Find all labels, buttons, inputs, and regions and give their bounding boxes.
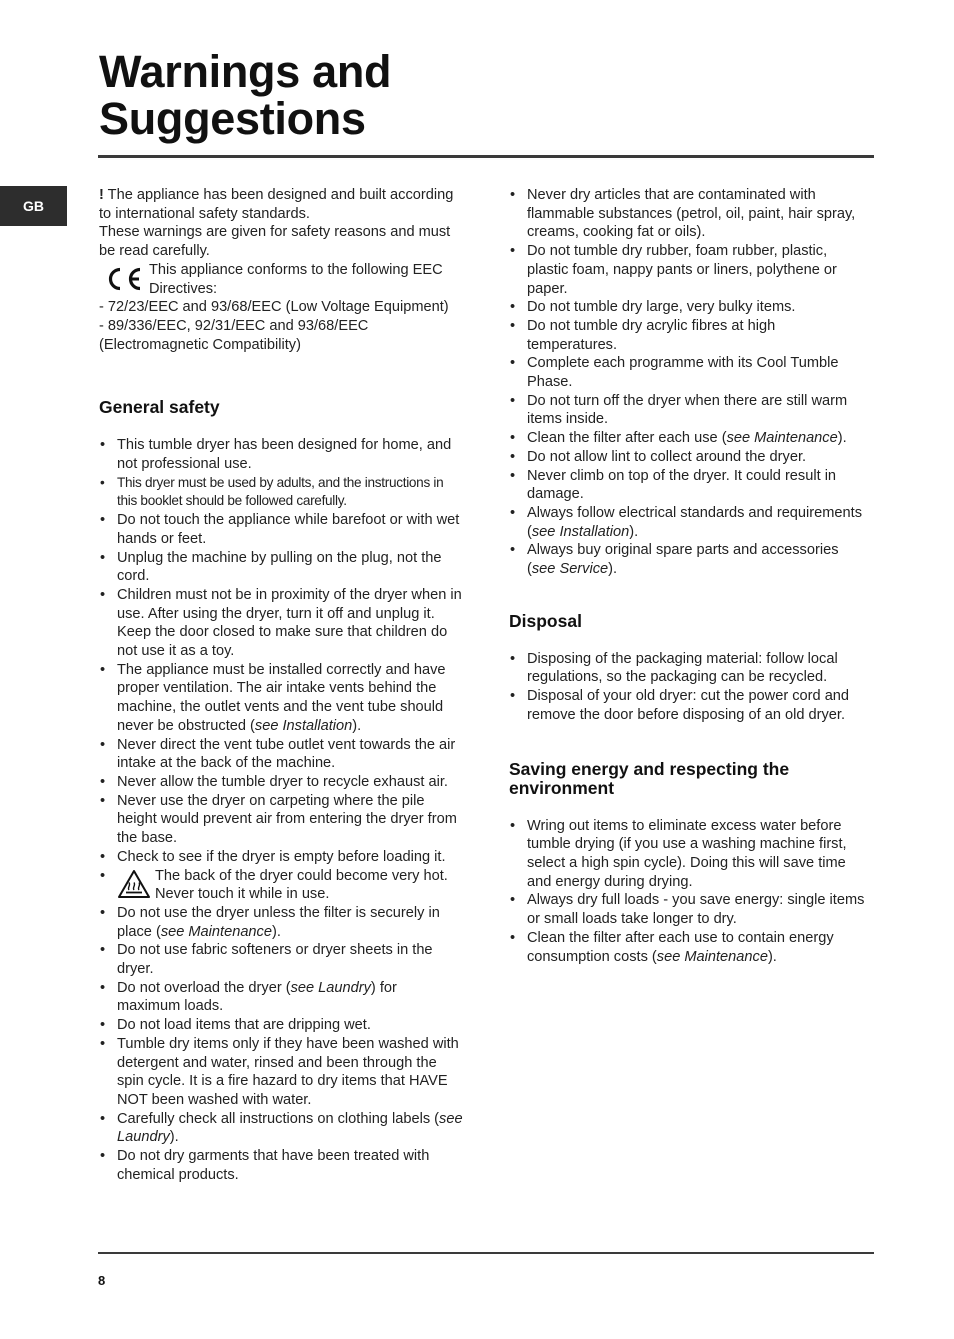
disposal-list xyxy=(509,650,869,725)
disposal-heading: Disposal xyxy=(509,610,582,631)
list-item: • Tumble dry items only if they have been washed with detergent and water, rinsed and been through the spin cycle. It is a fire hazard to dry items that HAVE NOT been washed with water. xyxy=(99,1035,464,1110)
left-column xyxy=(99,186,464,1184)
list-item: • Clean the filter after each use to contain energy consumption costs (see Maintenance). xyxy=(509,929,869,966)
intro-paragraph xyxy=(99,186,464,223)
cross-reference: see Service xyxy=(531,561,609,578)
list-item: • Do not dry garments that have been treated with chemical products. xyxy=(99,1147,464,1184)
cross-reference: see Laundry xyxy=(290,979,371,996)
list-item: • Do not tumble dry large, very bulky items. xyxy=(509,298,869,317)
list-item: • Do not allow lint to collect around the dryer. xyxy=(509,448,869,467)
right-column xyxy=(509,186,869,966)
page-title-line-1: Warnings and xyxy=(99,46,392,97)
list-item: • Complete each programme with its Cool Tumble Phase. xyxy=(509,354,869,391)
page-title xyxy=(99,48,391,142)
directive-emc: - 89/336/EEC, 92/31/EEC and 93/68/EEC (Electromagnetic Compatibility) xyxy=(99,317,369,353)
list-item: • Do not use fabric softeners or dryer sheets in the dryer. xyxy=(99,941,464,978)
cross-reference: see Laundry xyxy=(117,1110,463,1146)
general-safety-list-continued xyxy=(509,186,869,579)
list-item: • Never use the dryer on carpeting where the pile height would prevent air from entering the dryer from the base. xyxy=(99,792,464,848)
list-item: • Carefully check all instructions on clothing labels (see Laundry). xyxy=(99,1110,464,1147)
list-item: • Do not tumble dry rubber, foam rubber, plastic, plastic foam, nappy pants or liners, polythene or paper. xyxy=(509,242,869,298)
general-safety-heading: General safety xyxy=(99,397,220,418)
list-item: • Check to see if the dryer is empty before loading it. xyxy=(99,848,464,867)
list-item: • Never allow the tumble dryer to recycle exhaust air. xyxy=(99,773,464,792)
list-item: • Disposing of the packaging material: follow local regulations, so the packaging can be recycled. xyxy=(509,650,869,687)
bottom-divider xyxy=(98,1252,874,1254)
cross-reference: see Installation xyxy=(254,717,353,734)
page-title-line-2: Suggestions xyxy=(99,93,366,144)
list-item: • Do not overload the dryer (see Laundry) for maximum loads. xyxy=(99,979,464,1016)
list-item: • Children must not be in proximity of the dryer when in use. After using the dryer, turn it off and unplug it. Keep the door closed to make sure that children do not use it as a toy. xyxy=(99,586,464,661)
directive-low-voltage: - 72/23/EEC and 93/68/EEC (Low Voltage Equipment) xyxy=(99,299,449,316)
list-item: • Never direct the vent tube outlet vent towards the air intake at the back of the machine. xyxy=(99,736,464,773)
list-item: • Always buy original spare parts and accessories (see Service). xyxy=(509,541,869,578)
list-item: • Do not use the dryer unless the filter is securely in place (see Maintenance). xyxy=(99,904,464,941)
list-item: • Clean the filter after each use (see Maintenance). xyxy=(509,429,869,448)
language-tab: GB xyxy=(0,186,67,226)
list-item: • Do not touch the appliance while barefoot or with wet hands or feet. xyxy=(99,511,464,548)
saving-energy-list xyxy=(509,817,869,967)
saving-energy-heading: Saving energy and respecting the environment xyxy=(509,758,790,798)
list-item: • This dryer must be used by adults, and the instructions in this booklet should be followed carefully. xyxy=(99,474,464,511)
intro-text-1: The appliance has been designed and built according to international safety standards. xyxy=(99,187,454,222)
list-item: • Do not load items that are dripping wet. xyxy=(99,1016,464,1035)
list-item: • Always dry full loads - you save energy: single items or small loads take longer to dry. xyxy=(509,891,869,928)
cross-reference: see Installation xyxy=(531,523,630,540)
list-item: • Unplug the machine by pulling on the plug, not the cord. xyxy=(99,549,464,586)
top-divider xyxy=(98,155,874,158)
list-item: • Do not tumble dry acrylic fibres at high temperatures. xyxy=(509,317,869,354)
ce-mark-icon xyxy=(99,261,149,297)
general-safety-list xyxy=(99,436,464,1184)
cross-reference: see Maintenance xyxy=(160,923,272,940)
list-item: • Wring out items to eliminate excess water before tumble drying (if you use a washing machine first, select a high spin cycle). Doing this will save time and energy during drying. xyxy=(509,817,869,892)
cross-reference: see Maintenance xyxy=(726,430,838,447)
list-item: • This tumble dryer has been designed for home, and not professional use. xyxy=(99,436,464,473)
list-item: • Do not turn off the dryer when there are still warm items inside. xyxy=(509,392,869,429)
list-item: • Never dry articles that are contaminated with flammable substances (petrol, oil, paint, hair spray, creams, cooking fat or oils). xyxy=(509,186,869,242)
list-item: • The appliance must be installed correctly and have proper ventilation. The air intake vents behind the machine, the outlet vents and the vent tube should never be obstructed (see Installation). xyxy=(99,661,464,736)
list-item: • Disposal of your old dryer: cut the power cord and remove the door before disposing of an old dryer. xyxy=(509,687,869,724)
list-item: • Always follow electrical standards and requirements (see Installation). xyxy=(509,504,869,541)
page-number: 8 xyxy=(98,1273,106,1288)
list-item: • Never climb on top of the dryer. It could result in damage. xyxy=(509,467,869,504)
cross-reference: see Maintenance xyxy=(656,948,768,965)
exclamation-icon: ! xyxy=(99,187,104,203)
intro-text-2: These warnings are given for safety reasons and must be read carefully. xyxy=(99,224,451,260)
ce-conformity xyxy=(99,261,464,298)
list-item-text: • The back of the dryer could become very hot. Never touch it while in use. xyxy=(155,867,448,903)
hot-surface-warning-icon xyxy=(117,867,155,903)
list-item-hot-surface xyxy=(99,867,464,904)
ce-text: This appliance conforms to the following EEC Directives: xyxy=(149,261,443,297)
